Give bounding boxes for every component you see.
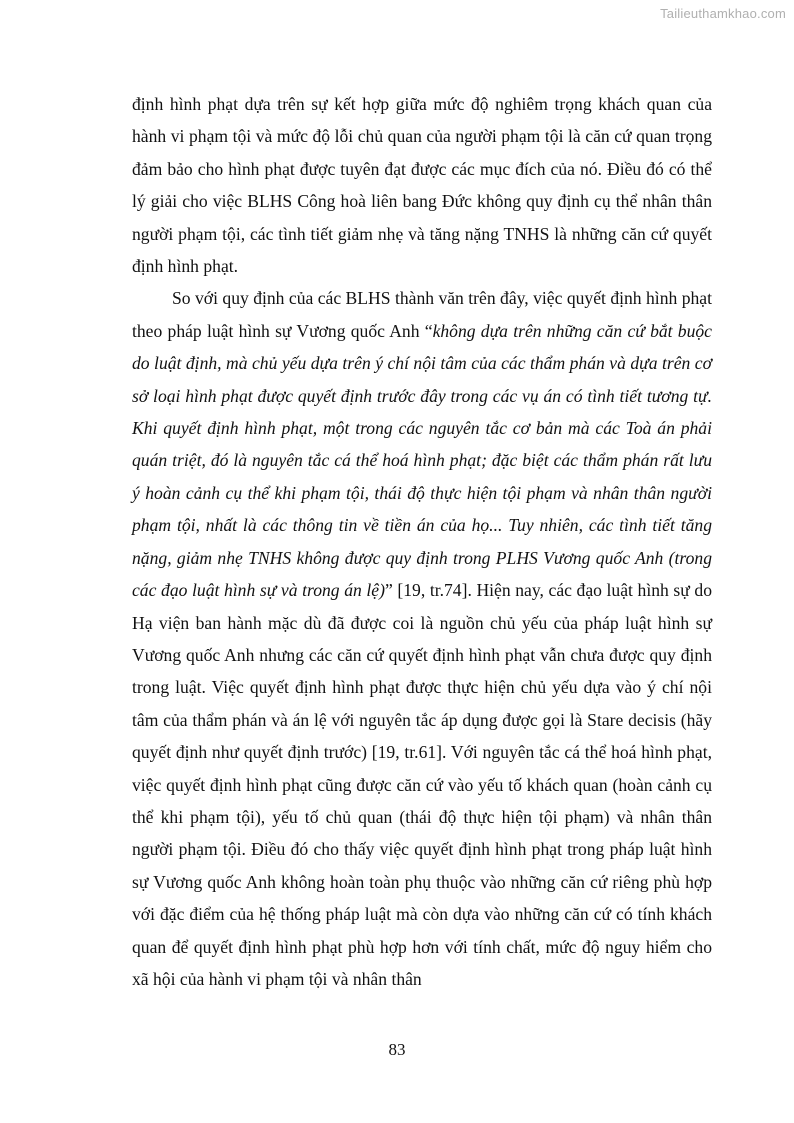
italic-quotation: không dựa trên những căn cứ bắt buộc do luật định, mà chủ yếu dựa trên ý chí nội tâm của các thẩm phán và dựa trên cơ sở loại hình phạt được quyết định trước đây trong các vụ án có tình tiết tương tự. Khi quyết định hình phạt, một trong các nguyên tắc cơ bản mà các Toà án phải quán triệt, đó là nguyên tắc cá thể hoá hình phạt; đặc biệt các thẩm phán rất lưu ý hoàn cảnh cụ thể khi phạm tội, thái độ thực hiện tội phạm và nhân thân người phạm tội, nhất là các thông tin về tiền án của họ... Tuy nhiên, các tình tiết tăng nặng, giảm nhẹ TNHS không được quy định trong PLHS Vương quốc Anh (trong các đạo luật hình sự và trong án lệ) [132, 320, 712, 601]
paragraph-uk-sentencing [132, 282, 712, 995]
watermark-text: Tailieuthamkhao.com [660, 6, 786, 21]
paragraph-lead-text: So với quy định của các BLHS thành văn trên đây, việc quyết định hình phạt theo pháp luật hình sự Vương quốc Anh “ [132, 288, 712, 341]
page-number: 83 [388, 1040, 406, 1059]
paragraph-rest-text: ” [19, tr.74]. Hiện nay, các đạo luật hình sự do Hạ viện ban hành mặc dù đã được coi là nguồn chủ yếu của pháp luật hình sự Vương quốc Anh nhưng các căn cứ quyết định hình phạt vẫn chưa được quy định trong luật. Việc quyết định hình phạt được thực hiện chủ yếu dựa vào ý chí nội tâm của thẩm phán và án lệ với nguyên tắc áp dụng được gọi là Stare decisis (hãy quyết định như quyết định trước) [19, tr.61]. Với nguyên tắc cá thể hoá hình phạt, việc quyết định hình phạt cũng được căn cứ vào yếu tố khách quan (hoàn cảnh cụ thể khi phạm tội), yếu tố chủ quan (thái độ thực hiện tội phạm) và nhân thân người phạm tội. Điều đó cho thấy việc quyết định hình phạt trong pháp luật hình sự Vương quốc Anh không hoàn toàn phụ thuộc vào những căn cứ riêng phù hợp với đặc điểm của hệ thống pháp luật mà còn dựa vào những căn cứ có tính khách quan để quyết định hình phạt phù hợp hơn với tính chất, mức độ nguy hiểm cho xã hội của hành vi phạm tội và nhân thân [132, 580, 712, 989]
page-body [132, 88, 712, 995]
paragraph-continuation: định hình phạt dựa trên sự kết hợp giữa mức độ nghiêm trọng khách quan của hành vi phạm tội và mức độ lỗi chủ quan của người phạm tội là căn cứ quan trọng đảm bảo cho hình phạt được tuyên đạt được các mục đích của nó. Điều đó có thể lý giải cho việc BLHS Công hoà liên bang Đức không quy định cụ thể nhân thân người phạm tội, các tình tiết giảm nhẹ và tăng nặng TNHS là những căn cứ quyết định hình phạt. [132, 94, 712, 277]
